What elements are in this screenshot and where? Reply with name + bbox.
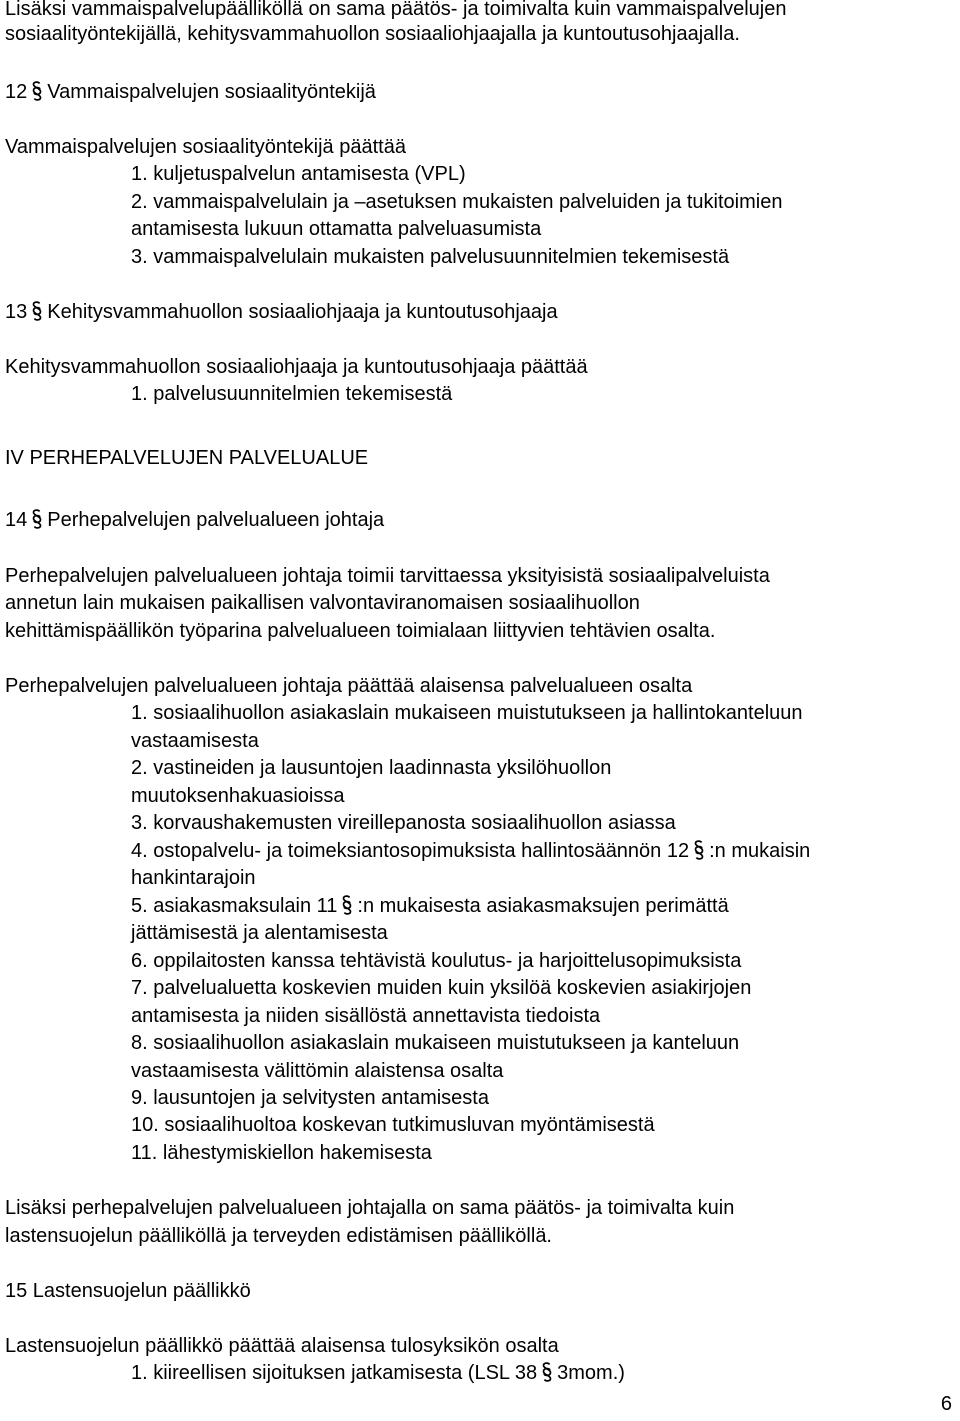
list-item: 3. korvaushakemusten vireillepanosta sosiaalihuollon asiassa: [131, 812, 676, 834]
section-title: Perhepalvelujen palvelualueen johtaja: [47, 509, 385, 531]
list-item: 6. oppilaitosten kanssa tehtävistä koulutus- ja harjoittelusopimuksista: [131, 950, 742, 972]
list-item: 9. lausuntojen ja selvitysten antamisesta: [131, 1087, 489, 1109]
list-item: 8. sosiaalihuollon asiakaslain mukaiseen muistutukseen ja kanteluun: [131, 1032, 740, 1054]
list-item: 2. vastineiden ja lausuntojen laadinnasta yksilöhuollon: [131, 757, 612, 779]
list-item: 1. palvelusuunnitelmien tekemisestä: [131, 383, 453, 405]
intro-line-1: Lisäksi vammaispalvelupäälliköllä on sama päätös- ja toimivalta kuin vammaispalvelujen: [5, 0, 787, 20]
decides-intro: Kehitysvammahuollon sosiaaliohjaaja ja kuntoutusohjaaja päättää: [5, 356, 588, 378]
decides-intro: Lastensuojelun päällikkö päättää alaisensa tulosyksikön osalta: [5, 1335, 559, 1357]
list-item-text: 3mom.): [557, 1362, 625, 1384]
section-number: 13: [5, 301, 28, 323]
section-12-heading: [5, 80, 376, 104]
chapter-heading: IV PERHEPALVELUJEN PALVELUALUE: [5, 447, 369, 469]
section-sign-icon: [541, 1361, 553, 1383]
list-item: [131, 894, 729, 918]
list-item-text: 4. ostopalvelu- ja toimeksiantosopimuksista hallintosäännön 12: [131, 840, 690, 862]
section-13-heading: [5, 300, 558, 324]
decides-intro: Vammaispalvelujen sosiaalityöntekijä päättää: [5, 136, 406, 158]
section-title: Kehitysvammahuollon sosiaaliohjaaja ja kuntoutusohjaaja: [47, 301, 558, 323]
paragraph-line: annetun lain mukaisen paikallisen valvontaviranomaisen sosiaalihuollon: [5, 592, 640, 614]
list-item-text: 5. asiakasmaksulain 11: [131, 895, 338, 917]
section-14-heading: [5, 508, 384, 532]
paragraph-line: kehittämispäällikön työparina palvelualueen toimialaan liittyvien tehtävien osalta.: [5, 620, 716, 642]
section-sign-icon: [31, 300, 43, 322]
list-item-continuation: antamisesta lukuun ottamatta palveluasumista: [131, 218, 542, 240]
intro-line-2: sosiaalityöntekijällä, kehitysvammahuollon sosiaaliohjaajalla ja kuntoutusohjaajalla.: [5, 23, 740, 45]
section-number: 12: [5, 81, 28, 103]
list-item: [131, 1361, 625, 1385]
paragraph-line: Lisäksi perhepalvelujen palvelualueen johtajalla on sama päätös- ja toimivalta kuin: [5, 1197, 735, 1219]
list-item-text: :n mukaisesta asiakasmaksujen perimättä: [357, 895, 729, 917]
section-sign-icon: [341, 894, 353, 916]
list-item: 10. sosiaalihuoltoa koskevan tutkimusluvan myöntämisestä: [131, 1114, 655, 1136]
list-item: 3. vammaispalvelulain mukaisten palvelusuunnitelmien tekemisestä: [131, 246, 730, 268]
list-item: 1. kuljetuspalvelun antamisesta (VPL): [131, 163, 466, 185]
list-item: 2. vammaispalvelulain ja –asetuksen mukaisten palveluiden ja tukitoimien: [131, 191, 783, 213]
paragraph-line: lastensuojelun päälliköllä ja terveyden edistämisen päälliköllä.: [5, 1225, 552, 1247]
list-item: [131, 839, 810, 863]
list-item-continuation: antamisesta ja niiden sisällöstä annettavista tiedoista: [131, 1005, 601, 1027]
section-number: 14: [5, 509, 28, 531]
decides-intro: Perhepalvelujen palvelualueen johtaja päättää alaisensa palvelualueen osalta: [5, 675, 693, 697]
list-item-continuation: vastaamisesta välittömin alaistensa osalta: [131, 1060, 504, 1082]
section-15-heading: 15 Lastensuojelun päällikkö: [5, 1280, 251, 1302]
list-item-text: 1. kiireellisen sijoituksen jatkamisesta (LSL 38: [131, 1362, 538, 1384]
list-item: 7. palvelualuetta koskevien muiden kuin yksilöä koskevien asiakirjojen: [131, 977, 752, 999]
list-item-continuation: muutoksenhakuasioissa: [131, 785, 345, 807]
page-number: 6: [940, 1393, 952, 1415]
list-item-continuation: hankintarajoin: [131, 867, 256, 889]
section-sign-icon: [31, 80, 43, 102]
section-sign-icon: [693, 839, 705, 861]
list-item-continuation: vastaamisesta: [131, 730, 259, 752]
list-item: 1. sosiaalihuollon asiakaslain mukaiseen muistutukseen ja hallintokanteluun: [131, 702, 803, 724]
list-item-text: :n mukaisin: [709, 840, 811, 862]
section-sign-icon: [31, 508, 43, 530]
paragraph-line: Perhepalvelujen palvelualueen johtaja toimii tarvittaessa yksityisistä sosiaalipalveluista: [5, 565, 770, 587]
list-item: 11. lähestymiskiellon hakemisesta: [131, 1142, 432, 1164]
section-title: Vammaispalvelujen sosiaalityöntekijä: [47, 81, 376, 103]
list-item-continuation: jättämisestä ja alentamisesta: [131, 922, 388, 944]
